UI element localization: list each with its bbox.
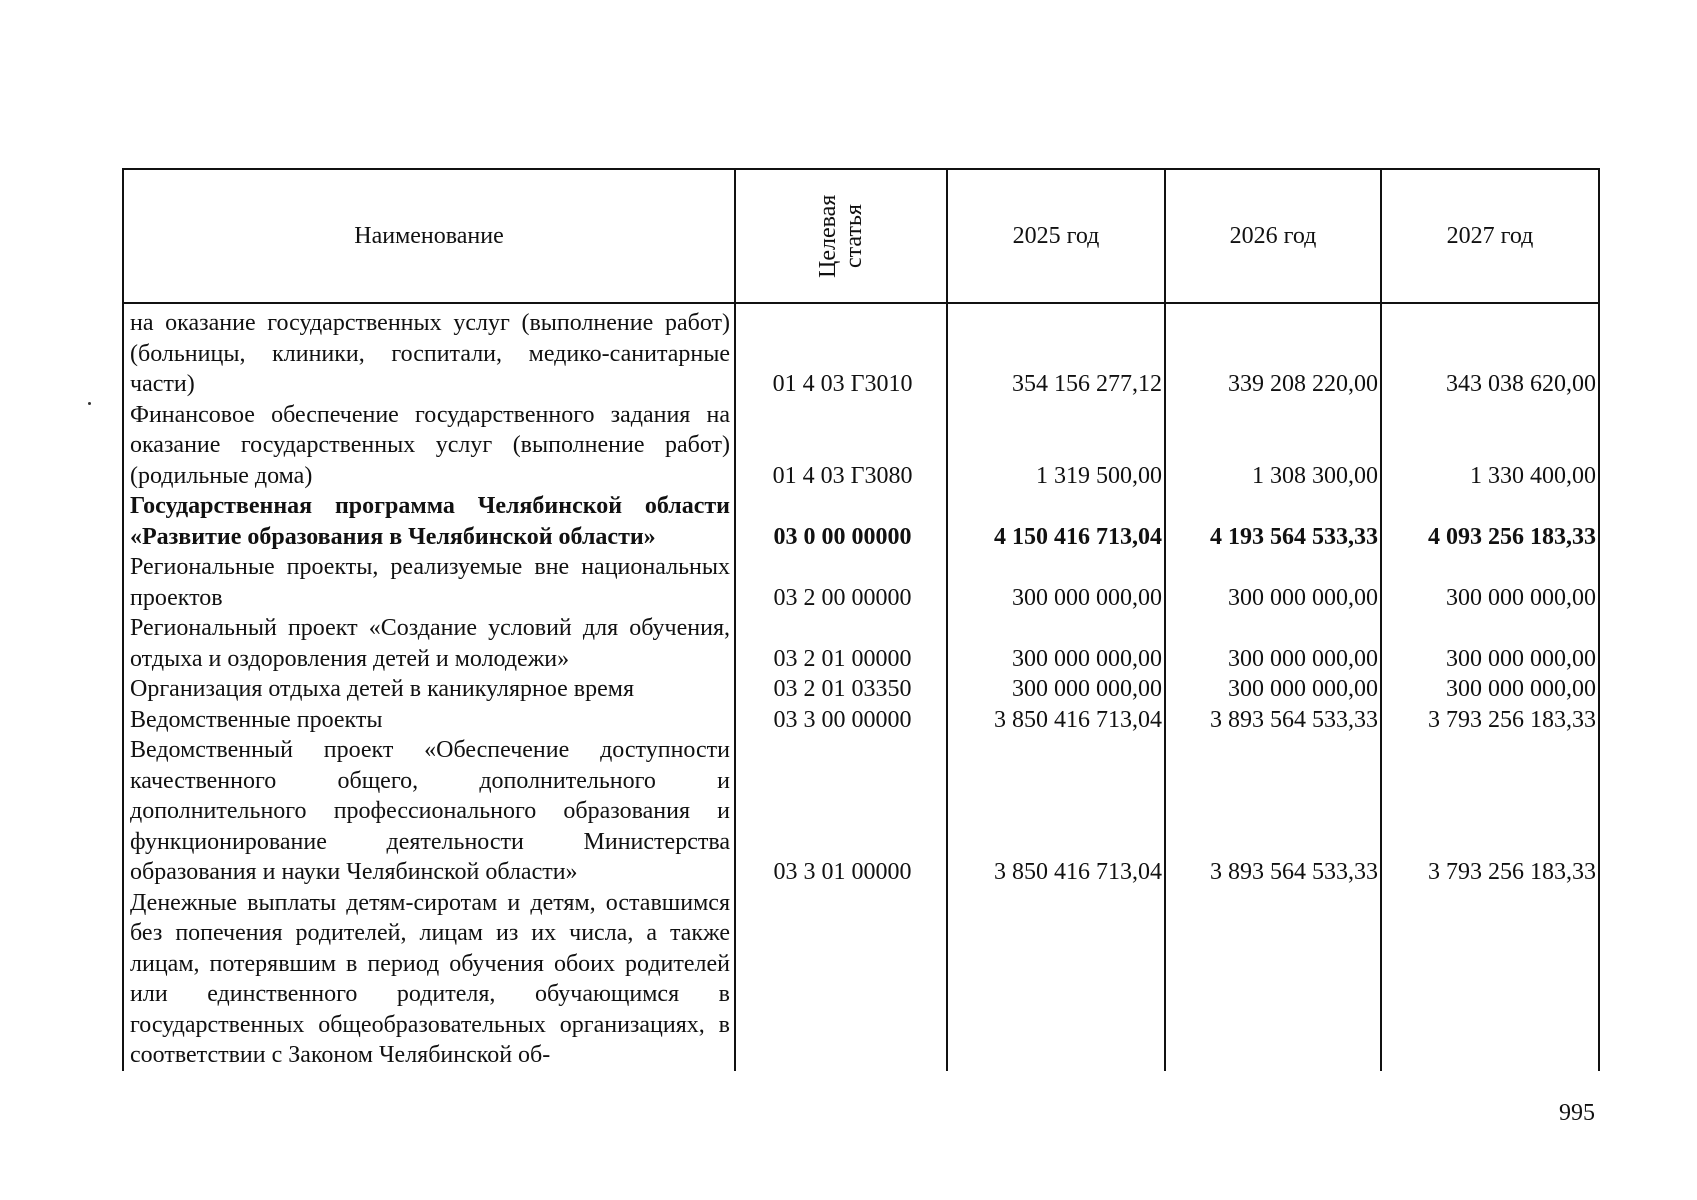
row-value-2025: 3 850 416 713,04 bbox=[947, 705, 1165, 736]
header-code-wrap bbox=[736, 170, 946, 302]
row-code: 03 3 01 00000 bbox=[735, 735, 947, 888]
table-row bbox=[123, 613, 1599, 674]
row-code: 03 2 01 03350 bbox=[735, 674, 947, 705]
table-row bbox=[123, 400, 1599, 492]
row-value-2027 bbox=[1381, 888, 1599, 1071]
row-name: Государственная программа Челябинской области «Развитие образования в Челябинской области» bbox=[123, 491, 735, 552]
row-name: Финансовое обеспечение государственного задания на оказание государственных услуг (выполнение работ) (родильные дома) bbox=[123, 400, 735, 492]
table-row bbox=[123, 303, 1599, 400]
row-value-2026: 1 308 300,00 bbox=[1165, 400, 1381, 492]
row-value-2025: 300 000 000,00 bbox=[947, 674, 1165, 705]
table-row bbox=[123, 735, 1599, 888]
row-value-2026: 4 193 564 533,33 bbox=[1165, 491, 1381, 552]
row-code: 03 0 00 00000 bbox=[735, 491, 947, 552]
header-name: Наименование bbox=[123, 169, 735, 303]
row-name: Организация отдыха детей в каникулярное время bbox=[123, 674, 735, 705]
table-row bbox=[123, 552, 1599, 613]
header-code bbox=[735, 169, 947, 303]
table-header bbox=[123, 169, 1599, 303]
table-body bbox=[123, 303, 1599, 1071]
row-code: 03 2 00 00000 bbox=[735, 552, 947, 613]
scan-dot bbox=[88, 402, 91, 405]
row-value-2025: 3 850 416 713,04 bbox=[947, 735, 1165, 888]
row-value-2027: 300 000 000,00 bbox=[1381, 552, 1599, 613]
table-row-program bbox=[123, 491, 1599, 552]
row-value-2025: 300 000 000,00 bbox=[947, 613, 1165, 674]
row-value-2026 bbox=[1165, 888, 1381, 1071]
header-row bbox=[123, 169, 1599, 303]
row-name: Региональный проект «Создание условий для обучения, отдыха и оздоровления детей и молодежи» bbox=[123, 613, 735, 674]
page-number: 995 bbox=[1559, 1100, 1595, 1126]
row-value-2027: 300 000 000,00 bbox=[1381, 674, 1599, 705]
table-row bbox=[123, 705, 1599, 736]
row-code: 01 4 03 Г3080 bbox=[735, 400, 947, 492]
row-value-2027: 4 093 256 183,33 bbox=[1381, 491, 1599, 552]
table-row-continued bbox=[123, 888, 1599, 1071]
row-value-2027: 300 000 000,00 bbox=[1381, 613, 1599, 674]
row-name: Ведомственные проекты bbox=[123, 705, 735, 736]
row-value-2025: 300 000 000,00 bbox=[947, 552, 1165, 613]
row-value-2027: 3 793 256 183,33 bbox=[1381, 735, 1599, 888]
table-row bbox=[123, 674, 1599, 705]
header-2025: 2025 год bbox=[947, 169, 1165, 303]
row-value-2026: 3 893 564 533,33 bbox=[1165, 705, 1381, 736]
row-value-2026: 339 208 220,00 bbox=[1165, 303, 1381, 400]
row-name: Денежные выплаты детям-сиротам и детям, оставшимся без попечения родителей, лицам из их числа, а также лицам, потерявшим в период обучения обоих родителей или единственного родителя, обучающимся в государственных общеобразовательных организациях, в соответствии с Законом Челябинской об- bbox=[123, 888, 735, 1071]
budget-table bbox=[122, 168, 1600, 1071]
row-code: 03 3 00 00000 bbox=[735, 705, 947, 736]
header-code-label: Целевая статья bbox=[815, 194, 867, 278]
row-name: на оказание государственных услуг (выполнение работ) (больницы, клиники, госпитали, медико-санитарные части) bbox=[123, 303, 735, 400]
row-name: Региональные проекты, реализуемые вне национальных проектов bbox=[123, 552, 735, 613]
row-value-2026: 300 000 000,00 bbox=[1165, 674, 1381, 705]
row-value-2026: 3 893 564 533,33 bbox=[1165, 735, 1381, 888]
row-code: 01 4 03 Г3010 bbox=[735, 303, 947, 400]
row-value-2025: 354 156 277,12 bbox=[947, 303, 1165, 400]
header-2027: 2027 год bbox=[1381, 169, 1599, 303]
row-value-2025 bbox=[947, 888, 1165, 1071]
row-value-2027: 1 330 400,00 bbox=[1381, 400, 1599, 492]
row-value-2025: 1 319 500,00 bbox=[947, 400, 1165, 492]
row-value-2027: 3 793 256 183,33 bbox=[1381, 705, 1599, 736]
header-2026: 2026 год bbox=[1165, 169, 1381, 303]
row-value-2026: 300 000 000,00 bbox=[1165, 613, 1381, 674]
row-code bbox=[735, 888, 947, 1071]
row-name: Ведомственный проект «Обеспечение доступности качественного общего, дополнительного и дополнительного профессионального образования и функционирование деятельности Министерства образования и науки Челябинской области» bbox=[123, 735, 735, 888]
row-code: 03 2 01 00000 bbox=[735, 613, 947, 674]
row-value-2025: 4 150 416 713,04 bbox=[947, 491, 1165, 552]
budget-table-container bbox=[122, 168, 1598, 1071]
row-value-2027: 343 038 620,00 bbox=[1381, 303, 1599, 400]
row-value-2026: 300 000 000,00 bbox=[1165, 552, 1381, 613]
